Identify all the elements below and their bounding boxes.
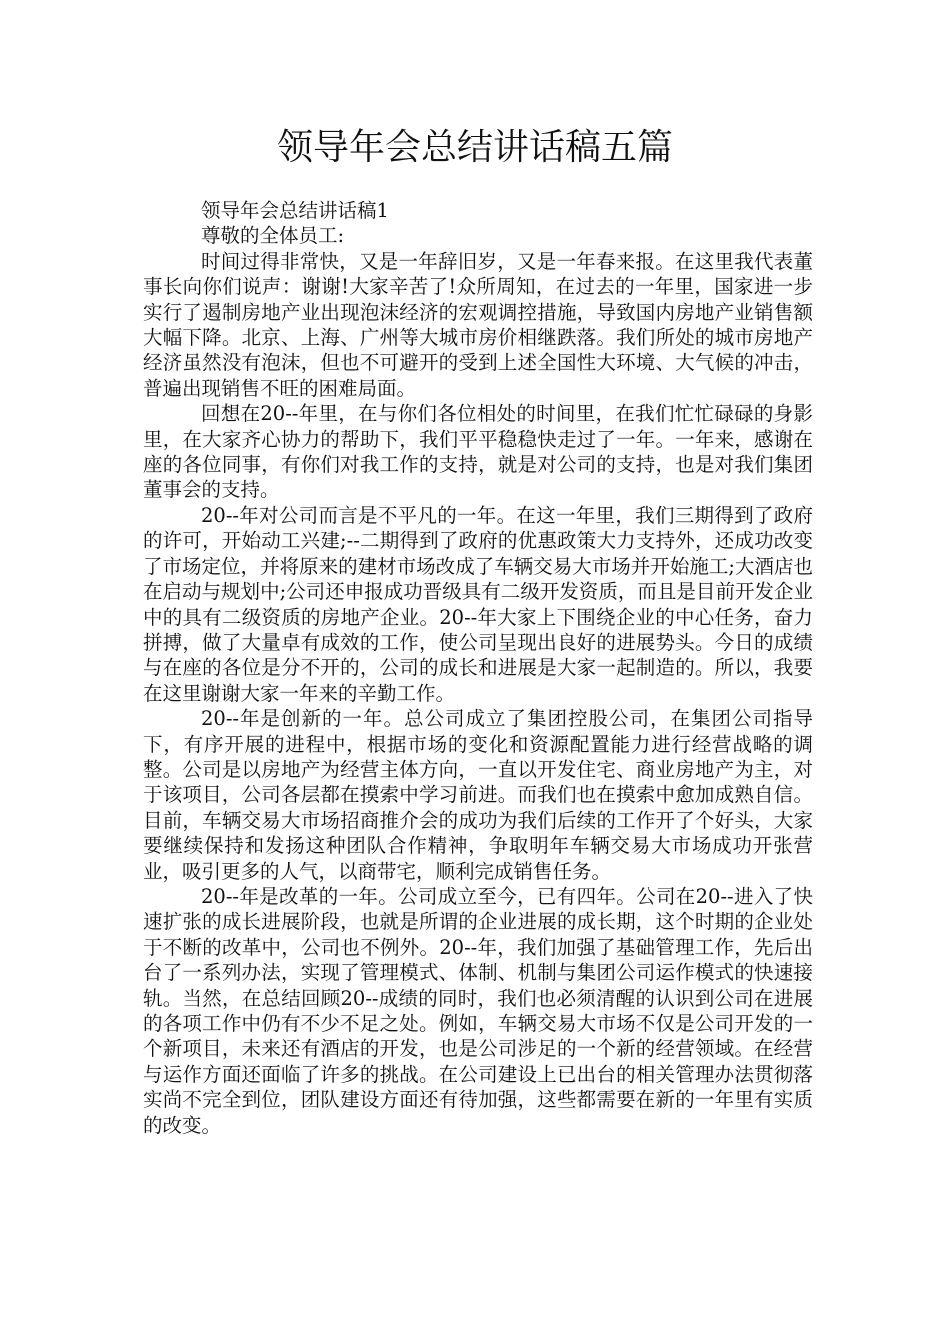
document-title: 领导年会总结讲话稿五篇 <box>276 127 673 168</box>
paragraph: 20--年是改革的一年。公司成立至今，已有四年。公司在20--进入了快速扩张的成长进展阶段，也就是所谓的企业进展的成长期，这个时期的企业处于不断的改革中，公司也不例外。20--年，我们加强了基础管理工作，先后出台了一系列办法，实现了管理模式、体制、机制与集团公司运作模式的快速接轨。当然，在总结回顾20--成绩的同时，我们也必须清醒的认识到公司在进展的各项工作中仍有不少不足之处。例如，车辆交易大市场不仅是公司开发的一个新项目，未来还有酒店的开发，也是公司涉足的一个新的经营领域。在经营与运作方面还面临了许多的挑战。在公司建设上已出台的相关管理办法贯彻落实尚不完全到位，团队建设方面还有待加强，这些都需要在新的一年里有实质的改变。 <box>143 884 813 1137</box>
paragraph: 20--年对公司而言是不平凡的一年。在这一年里，我们三期得到了政府的许可，开始动工兴建;--二期得到了政府的优惠政策大力支持外，还成功改变了市场定位，并将原来的建材市场改成了车辆交易大市场并开始施工;大酒店也在启动与规划中;公司还申报成功晋级具有二级开发资质，而且是目前开发企业中的具有二级资质的房地产企业。20--年大家上下围绕企业的中心任务，奋力拼搏，做了大量卓有成效的工作，使公司呈现出良好的进展势头。今日的成绩与在座的各位是分不开的，公司的成长和进展是大家一起制造的。所以，我要在这里谢谢大家一年来的辛勤工作。 <box>143 503 813 705</box>
section-heading: 领导年会总结讲话稿1 <box>201 199 389 222</box>
document-body <box>143 198 813 1138</box>
paragraph: 回想在20--年里，在与你们各位相处的时间里，在我们忙忙碌碌的身影里，在大家齐心协力的帮助下，我们平平稳稳快走过了一年。一年来，感谢在座的各位同事，有你们对我工作的支持，就是对公司的支持，也是对我们集团董事会的支持。 <box>143 402 813 502</box>
salutation: 尊敬的全体员工: <box>201 224 345 248</box>
paragraph: 时间过得非常快，又是一年辞旧岁，又是一年春来报。在这里我代表董事长向你们说声：谢谢!大家辛苦了!众所周知，在过去的一年里，国家进一步实行了遏制房地产业出现泡沫经济的宏观调控措施，导致国内房地产业销售额大幅下降。北京、上海、广州等大城市房价相继跌落。我们所处的城市房地产经济虽然没有泡沫，但也不可避开的受到上述全国性大环境、大气候的冲击，普遍出现销售不旺的困难局面。 <box>143 249 813 400</box>
paragraph: 20--年是创新的一年。总公司成立了集团控股公司，在集团公司指导下，有序开展的进程中，根据市场的变化和资源配置能力进行经营战略的调整。公司是以房地产为经营主体方向，一直以开发住宅、商业房地产为主，对于该项目，公司各层都在摸索中学习前进。而我们也在摸索中愈加成熟自信。目前，车辆交易大市场招商推介会的成功为我们后续的工作开了个好头，大家要继续保持和发扬这种团队合作精神，争取明年车辆交易大市场成功开张营业，吸引更多的人气，以商带宅，顺利完成销售任务。 <box>143 707 813 883</box>
